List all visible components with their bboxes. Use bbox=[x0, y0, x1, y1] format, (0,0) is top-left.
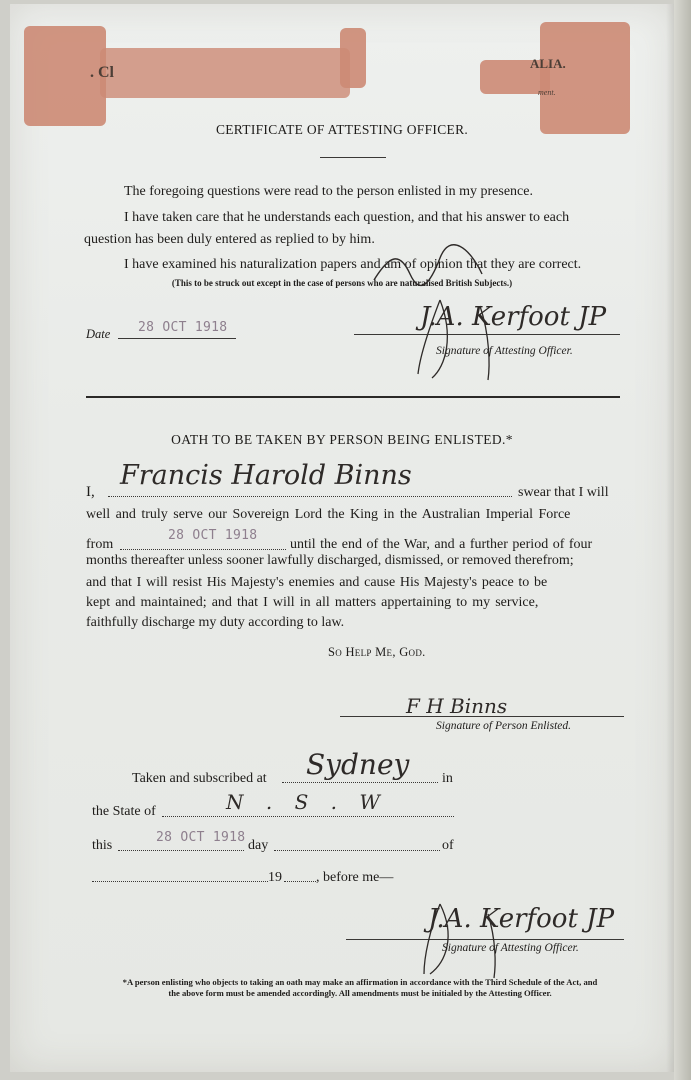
footnote bbox=[80, 977, 640, 999]
oath-line-2: well and truly serve our Sovereign Lord the King in the Australian Imperial Force bbox=[86, 507, 571, 522]
oath-i-label: I, bbox=[86, 484, 95, 500]
tape-residue-center bbox=[100, 48, 350, 98]
footnote-line-2: the above form must be amended accordingly. All amendments must be initialed by the Attesting Officer. bbox=[168, 988, 552, 998]
of-label: of bbox=[442, 838, 454, 853]
year-prefix-line bbox=[92, 881, 268, 882]
year-label: 19 bbox=[268, 870, 282, 885]
month-line bbox=[274, 850, 440, 851]
certificate-para-2-line-1: I have taken care that he understands each question, and that his answer to each bbox=[124, 210, 570, 225]
attestation-page bbox=[10, 4, 674, 1072]
this-label: this bbox=[92, 838, 113, 853]
section-divider bbox=[86, 396, 620, 398]
header-residue-right: ALIA. bbox=[530, 56, 566, 71]
this-date-line bbox=[118, 850, 244, 851]
date-label: Date bbox=[86, 327, 111, 341]
name-line bbox=[108, 496, 512, 497]
naturalization-note: (This to be struck out except in the case of persons who are naturalised British Subjects.) bbox=[171, 278, 513, 288]
tape-residue-notch bbox=[340, 28, 366, 88]
oath-title: OATH TO BE TAKEN BY PERSON BEING ENLISTED.* bbox=[171, 432, 513, 447]
title-divider bbox=[320, 157, 386, 158]
date-stamp: 28 OCT 1918 bbox=[138, 320, 228, 335]
state-handwritten: N . S . W bbox=[226, 790, 388, 814]
tape-residue-right-block bbox=[540, 22, 630, 134]
footnote-line-1: *A person enlisting who objects to taking an oath may make an affirmation in accordance with the Third Schedule of the Act, and bbox=[122, 977, 598, 987]
certificate-para-3: I have examined his naturalization papers and am of opinion that they are correct. bbox=[124, 257, 582, 272]
enlisted-signature-label: Signature of Person Enlisted. bbox=[436, 720, 572, 732]
state-label: the State of bbox=[92, 804, 156, 819]
place-handwritten: Sydney bbox=[306, 748, 410, 781]
officer-signature-label: Signature of Attesting Officer. bbox=[442, 942, 579, 954]
oath-line-3-rest: until the end of the War, and a further period of four bbox=[290, 537, 593, 552]
strikethrough-scribble bbox=[370, 244, 490, 288]
header-residue-left: . Cl bbox=[90, 64, 114, 81]
page-curl-shadow bbox=[666, 4, 674, 1072]
oath-line-4: months thereafter unless sooner lawfully discharged, dismissed, or removed therefrom; bbox=[86, 553, 574, 568]
enlistee-name: Francis Harold Binns bbox=[120, 460, 412, 491]
certificate-para-2-line-2: question has been duly entered as replied to by him. bbox=[84, 232, 375, 247]
oath-line-6: kept and maintained; and that I will in all matters appertaining to my service, bbox=[86, 595, 539, 610]
enlisted-signature: F H Binns bbox=[406, 694, 508, 718]
certificate-para-1: The foregoing questions were read to the person enlisted in my presence. bbox=[124, 184, 533, 199]
officer-signature: J.A. Kerfoot JP bbox=[428, 904, 615, 934]
oath-swear-text: swear that I will bbox=[518, 485, 609, 500]
year-suffix-line bbox=[284, 881, 316, 882]
in-label: in bbox=[442, 771, 453, 786]
certificate-signature: J.A. Kerfoot JP bbox=[420, 302, 607, 332]
page-edge-right bbox=[674, 0, 691, 1080]
oath-line-5: and that I will resist His Majesty's enemies and cause His Majesty's peace to be bbox=[86, 575, 548, 590]
header-residue-subtext: ment. bbox=[538, 88, 556, 97]
oath-from-label: from bbox=[86, 537, 114, 552]
taken-label: Taken and subscribed at bbox=[132, 771, 267, 786]
this-date-stamp: 28 OCT 1918 bbox=[156, 830, 246, 845]
state-line bbox=[162, 816, 454, 817]
place-line bbox=[282, 782, 438, 783]
before-label: , before me— bbox=[316, 870, 394, 885]
date-line bbox=[118, 338, 236, 339]
certificate-title: CERTIFICATE OF ATTESTING OFFICER. bbox=[215, 122, 469, 137]
day-label: day bbox=[248, 838, 269, 853]
from-date-stamp: 28 OCT 1918 bbox=[168, 528, 258, 543]
oath-line-7: faithfully discharge my duty according to law. bbox=[86, 615, 345, 630]
certificate-signature-flourish bbox=[410, 296, 550, 382]
certificate-signature-label: Signature of Attesting Officer. bbox=[436, 345, 573, 357]
oath-closing: So Help Me, God. bbox=[328, 645, 426, 659]
